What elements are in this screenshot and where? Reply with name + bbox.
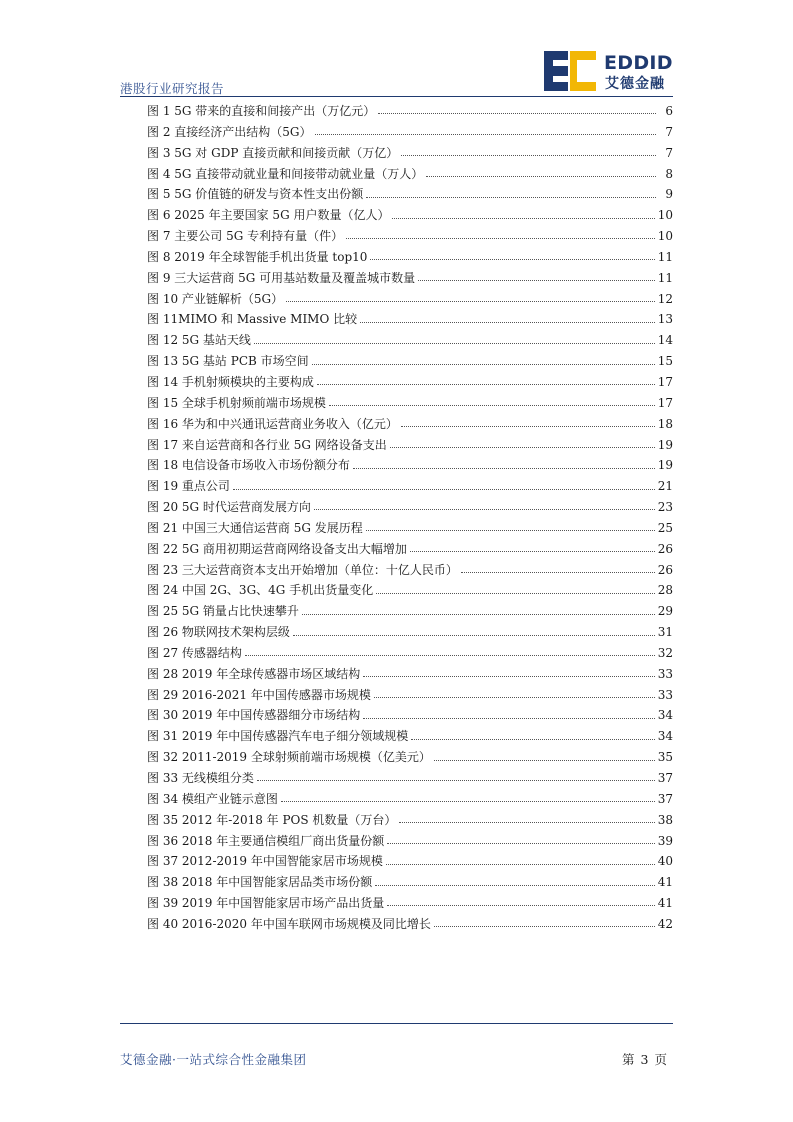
page-prefix: 第 xyxy=(622,1052,635,1067)
toc-dot-leader xyxy=(281,792,655,802)
toc-entry-label: 图 25 5G 销量占比快速攀升 xyxy=(147,604,299,619)
toc-entry-label: 图 22 5G 商用初期运营商网络设备支出大幅增加 xyxy=(147,541,407,556)
toc-entry-page: 12 xyxy=(657,291,673,306)
toc-entry-page: 13 xyxy=(657,312,673,327)
toc-entry-label: 图 37 2012-2019 年中国智能家居市场规模 xyxy=(147,854,383,869)
toc-dot-leader xyxy=(426,167,656,177)
toc-entry[interactable] xyxy=(147,372,673,393)
toc-dot-leader xyxy=(366,188,656,198)
toc-dot-leader xyxy=(387,896,654,906)
toc-entry-label: 图 18 电信设备市场收入市场份额分布 xyxy=(147,458,350,473)
toc-dot-leader xyxy=(233,480,655,490)
toc-entry-label: 图 28 2019 年全球传感器市场区域结构 xyxy=(147,666,361,681)
toc-dot-leader xyxy=(401,417,655,427)
toc-entry-page: 35 xyxy=(657,750,673,765)
toc-entry[interactable] xyxy=(147,789,673,810)
toc-entry[interactable] xyxy=(147,476,673,497)
toc-entry-page: 34 xyxy=(657,708,673,723)
toc-entry-page: 33 xyxy=(657,687,673,702)
toc-dot-leader xyxy=(315,125,657,135)
toc-entry-page: 17 xyxy=(657,395,673,410)
toc-entry[interactable] xyxy=(147,289,673,310)
toc-entry-label: 图 9 三大运营商 5G 可用基站数量及覆盖城市数量 xyxy=(147,270,416,285)
toc-dot-leader xyxy=(461,563,655,573)
toc-entry[interactable] xyxy=(147,351,673,372)
toc-entry-page: 32 xyxy=(657,645,673,660)
toc-entry-page: 37 xyxy=(657,791,673,806)
toc-entry-page: 33 xyxy=(657,666,673,681)
eddid-logo-icon xyxy=(544,51,602,91)
toc-entry[interactable] xyxy=(147,101,673,122)
toc-entry-label: 图 6 2025 年主要国家 5G 用户数量（亿人） xyxy=(147,208,390,223)
toc-entry-label: 图 26 物联网技术架构层级 xyxy=(147,625,290,640)
toc-entry[interactable] xyxy=(147,518,673,539)
toc-dot-leader xyxy=(286,292,655,302)
toc-entry-label: 图 2 直接经济产出结构（5G） xyxy=(147,124,312,139)
toc-entry[interactable] xyxy=(147,164,673,185)
toc-entry[interactable] xyxy=(147,143,673,164)
toc-dot-leader xyxy=(375,876,654,886)
toc-entry-page: 19 xyxy=(657,437,673,452)
toc-entry-page: 17 xyxy=(657,374,673,389)
toc-dot-leader xyxy=(386,855,655,865)
toc-entry-page: 41 xyxy=(657,896,673,911)
page-number xyxy=(619,1050,670,1068)
toc-entry-label: 图 19 重点公司 xyxy=(147,479,230,494)
toc-dot-leader xyxy=(434,917,655,927)
toc-entry-label: 图 20 5G 时代运营商发展方向 xyxy=(147,500,311,515)
toc-entry-label: 图 40 2016-2020 年中国车联网市场规模及同比增长 xyxy=(147,916,431,931)
toc-entry-label: 图 4 5G 直接带动就业量和间接带动就业量（万人） xyxy=(147,166,424,181)
toc-entry-label: 图 13 5G 基站 PCB 市场空间 xyxy=(147,354,309,369)
toc-entry-page: 8 xyxy=(665,166,673,181)
toc-entry[interactable] xyxy=(147,580,673,601)
eddid-logo xyxy=(544,51,674,91)
toc-entry-label: 图 16 华为和中兴通讯运营商业务收入（亿元） xyxy=(147,416,398,431)
toc-entry[interactable] xyxy=(147,435,673,456)
footer-company: 艾德金融·一站式综合性金融集团 xyxy=(120,1052,307,1067)
toc-dot-leader xyxy=(434,751,655,761)
toc-entry-label: 图 27 传感器结构 xyxy=(147,645,242,660)
toc-entry[interactable] xyxy=(147,851,673,872)
toc-dot-leader xyxy=(374,688,655,698)
toc-entry[interactable] xyxy=(147,539,673,560)
toc-entry[interactable] xyxy=(147,601,673,622)
toc-entry-page: 7 xyxy=(665,124,673,139)
toc-entry-page: 31 xyxy=(657,625,673,640)
toc-entry-label: 图 24 中国 2G、3G、4G 手机出货量变化 xyxy=(147,583,374,598)
toc-entry[interactable] xyxy=(147,497,673,518)
toc-entry-page: 6 xyxy=(665,104,673,118)
toc-entry[interactable] xyxy=(147,330,673,351)
toc-entry[interactable] xyxy=(147,726,673,747)
toc-dot-leader xyxy=(387,834,654,844)
toc-entry-label: 图 14 手机射频模块的主要构成 xyxy=(147,374,314,389)
toc-entry-page: 15 xyxy=(657,354,673,369)
toc-entry[interactable] xyxy=(147,768,673,789)
toc-dot-leader xyxy=(401,146,656,156)
toc-entry[interactable] xyxy=(147,393,673,414)
header-divider xyxy=(120,96,673,97)
toc-dot-leader xyxy=(329,396,655,406)
toc-dot-leader xyxy=(378,104,656,114)
toc-dot-leader xyxy=(312,355,655,365)
toc-dot-leader xyxy=(376,584,655,594)
toc-dot-leader xyxy=(360,313,655,323)
toc-entry-label: 图 33 无线模组分类 xyxy=(147,771,254,785)
toc-dot-leader xyxy=(245,646,655,656)
toc-entry-page: 14 xyxy=(657,333,673,348)
toc-entry[interactable] xyxy=(147,831,673,852)
toc-entry-label: 图 5 5G 价值链的研发与资本性支出份额 xyxy=(147,187,364,202)
toc-entry-label: 图 7 主要公司 5G 专利持有量（件） xyxy=(147,229,344,244)
toc-entry-label: 图 35 2012 年-2018 年 POS 机数量（万台） xyxy=(147,812,397,827)
toc-entry-page: 23 xyxy=(657,500,673,515)
toc-dot-leader xyxy=(363,667,654,677)
toc-entry[interactable] xyxy=(147,184,673,205)
toc-entry-page: 10 xyxy=(657,208,673,223)
toc-entry[interactable] xyxy=(147,455,673,476)
page-number-value: 3 xyxy=(640,1052,649,1067)
toc-dot-leader xyxy=(254,334,655,344)
toc-entry-label: 图 21 中国三大通信运营商 5G 发展历程 xyxy=(147,520,363,535)
toc-entry-label: 图 30 2019 年中国传感器细分市场结构 xyxy=(147,708,361,723)
toc-entry-page: 37 xyxy=(657,771,673,785)
toc-entry[interactable] xyxy=(147,205,673,226)
toc-entry-label: 图 31 2019 年中国传感器汽车电子细分领域规模 xyxy=(147,729,409,744)
toc-entry[interactable] xyxy=(147,122,673,143)
toc-entry-page: 34 xyxy=(657,729,673,744)
toc-entry-label: 图 11MIMO 和 Massive MIMO 比较 xyxy=(147,312,358,327)
toc-entry[interactable] xyxy=(147,309,673,330)
toc-entry-page: 28 xyxy=(657,583,673,598)
toc-entry[interactable] xyxy=(147,664,673,685)
toc-entry-label: 图 39 2019 年中国智能家居市场产品出货量 xyxy=(147,896,385,911)
toc-entry-page: 21 xyxy=(657,479,673,494)
toc-entry-page: 11 xyxy=(657,270,673,285)
toc-dot-leader xyxy=(317,375,655,385)
toc-entry-label: 图 12 5G 基站天线 xyxy=(147,333,251,348)
toc-entry-page: 10 xyxy=(657,229,673,244)
toc-entry[interactable] xyxy=(147,705,673,726)
toc-entry-page: 26 xyxy=(657,541,673,556)
toc-entry-page: 38 xyxy=(657,812,673,827)
toc-entry-label: 图 10 产业链解析（5G） xyxy=(147,291,284,306)
toc-entry-page: 25 xyxy=(657,520,673,535)
toc-entry-label: 图 3 5G 对 GDP 直接贡献和间接贡献（万亿） xyxy=(147,145,399,160)
toc-dot-leader xyxy=(366,521,655,531)
toc-entry[interactable] xyxy=(147,226,673,247)
toc-entry[interactable] xyxy=(147,747,673,768)
toc-entry-label: 图 15 全球手机射频前端市场规模 xyxy=(147,395,326,410)
toc-entry[interactable] xyxy=(147,685,673,706)
toc-entry[interactable] xyxy=(147,893,673,914)
toc-entry[interactable] xyxy=(147,622,673,643)
toc-entry-label: 图 32 2011-2019 全球射频前端市场规模（亿美元） xyxy=(147,750,431,765)
toc-entry-page: 29 xyxy=(657,604,673,619)
toc-entry[interactable] xyxy=(147,414,673,435)
toc-entry-page: 7 xyxy=(665,145,673,160)
toc-entry[interactable] xyxy=(147,810,673,831)
toc-entry-label: 图 17 来自运营商和各行业 5G 网络设备支出 xyxy=(147,437,387,452)
header-title: 港股行业研究报告 xyxy=(120,81,225,96)
toc-dot-leader xyxy=(353,459,655,469)
page-suffix: 页 xyxy=(654,1052,667,1067)
toc-dot-leader xyxy=(314,500,655,510)
toc-dot-leader xyxy=(411,730,654,740)
toc-entry[interactable] xyxy=(147,247,673,268)
toc-entry-page: 19 xyxy=(657,458,673,473)
toc-dot-leader xyxy=(399,813,654,823)
figure-list xyxy=(147,101,673,935)
toc-entry-page: 9 xyxy=(665,187,673,202)
toc-entry-page: 40 xyxy=(657,854,673,869)
toc-dot-leader xyxy=(257,771,655,781)
footer-divider xyxy=(120,1023,673,1024)
toc-entry[interactable] xyxy=(147,914,673,935)
toc-entry-page: 41 xyxy=(657,875,673,890)
toc-entry-page: 42 xyxy=(657,916,673,931)
toc-dot-leader xyxy=(390,438,655,448)
logo-text-cn: 艾德金融 xyxy=(605,76,665,92)
toc-entry-label: 图 34 模组产业链示意图 xyxy=(147,791,278,806)
toc-entry[interactable] xyxy=(147,560,673,581)
toc-dot-leader xyxy=(392,209,654,219)
toc-entry-page: 18 xyxy=(657,416,673,431)
toc-entry-page: 11 xyxy=(657,249,673,264)
toc-dot-leader xyxy=(293,626,655,636)
toc-entry[interactable] xyxy=(147,872,673,893)
toc-entry-label: 图 38 2018 年中国智能家居品类市场份额 xyxy=(147,875,373,890)
toc-entry-page: 26 xyxy=(657,562,673,577)
toc-dot-leader xyxy=(418,271,655,281)
toc-entry-label: 图 36 2018 年主要通信模组厂商出货量份额 xyxy=(147,833,385,848)
toc-entry-page: 39 xyxy=(657,833,673,848)
logo-text-en: EDDID xyxy=(604,52,673,74)
toc-dot-leader xyxy=(346,229,655,239)
toc-dot-leader xyxy=(370,250,654,260)
toc-entry[interactable] xyxy=(147,268,673,289)
toc-entry[interactable] xyxy=(147,643,673,664)
toc-dot-leader xyxy=(410,542,655,552)
toc-entry-label: 图 8 2019 年全球智能手机出货量 top10 xyxy=(147,249,368,264)
toc-entry-label: 图 1 5G 带来的直接和间接产出（万亿元） xyxy=(147,104,376,118)
toc-entry-label: 图 29 2016-2021 年中国传感器市场规模 xyxy=(147,687,371,702)
toc-entry-label: 图 23 三大运营商资本支出开始增加（单位：十亿人民币） xyxy=(147,562,458,577)
toc-dot-leader xyxy=(363,709,654,719)
toc-dot-leader xyxy=(302,605,655,615)
